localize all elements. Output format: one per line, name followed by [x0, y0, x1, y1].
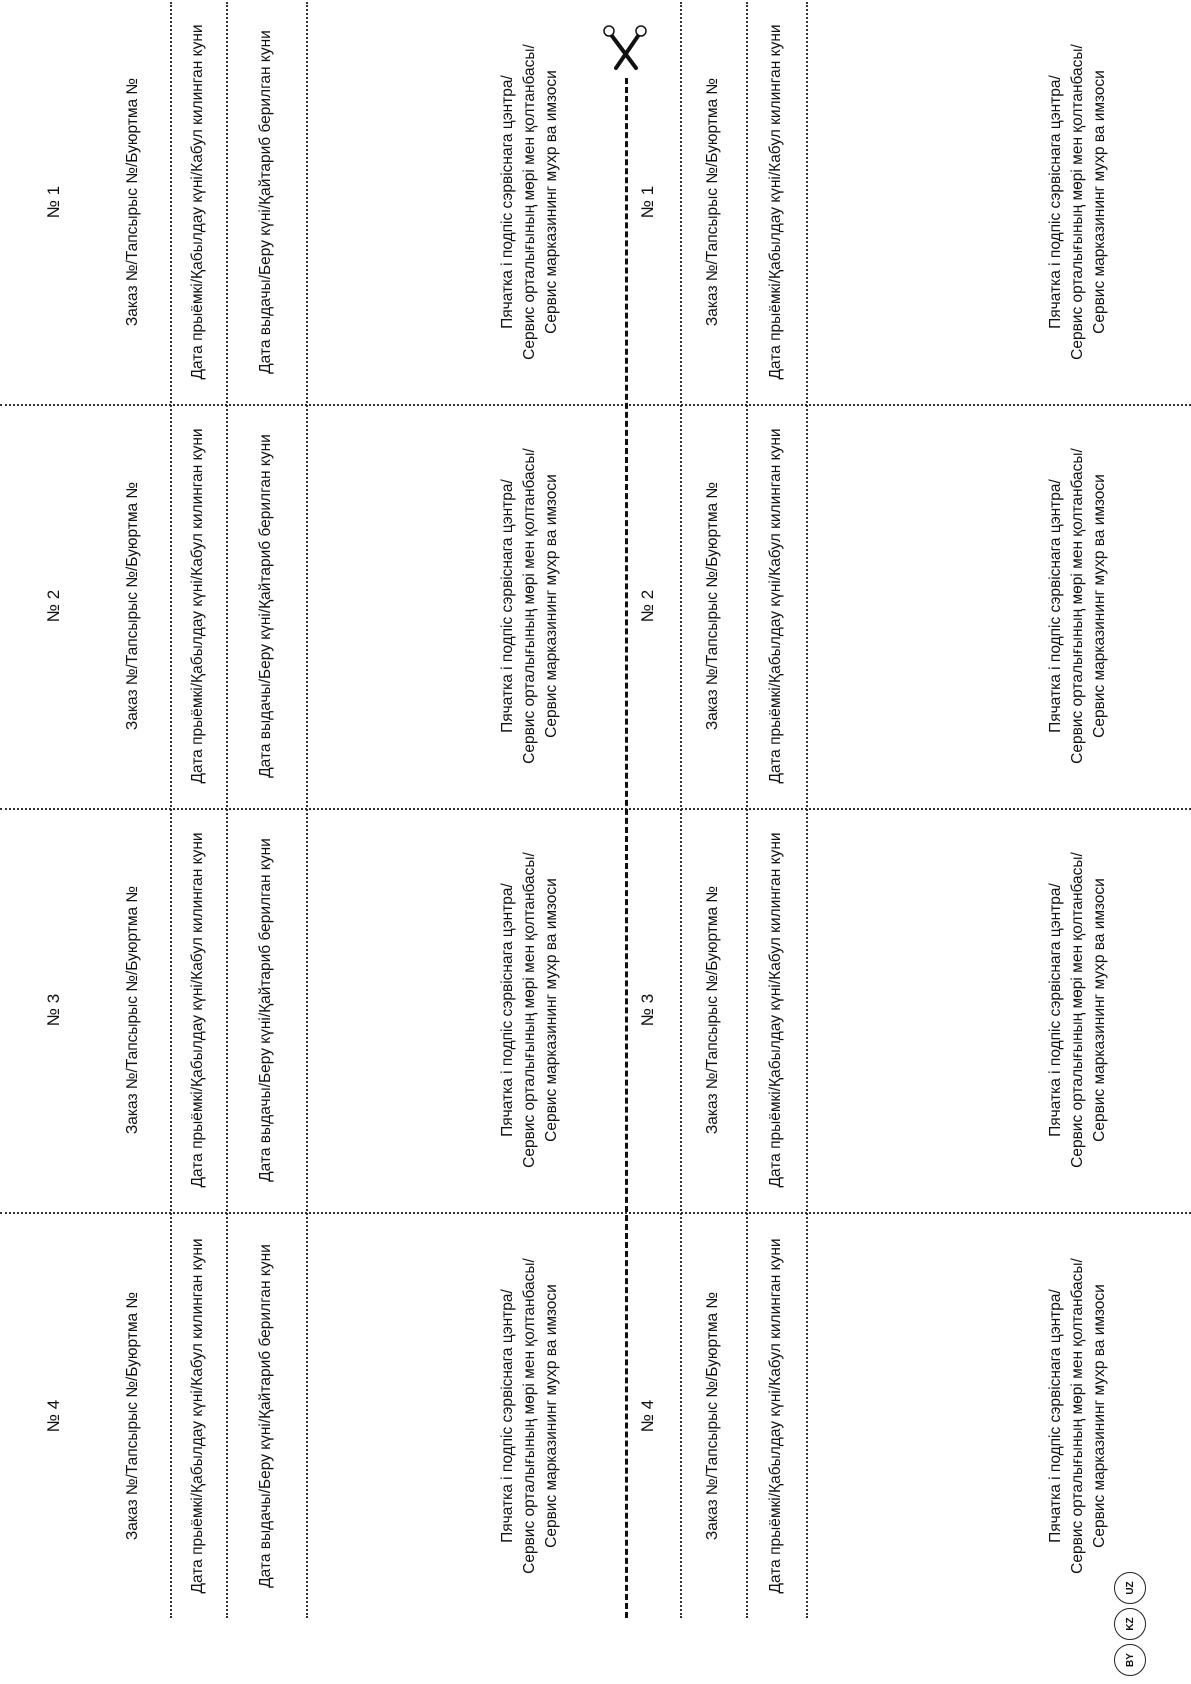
stamp-line-3: Сервис марказининг мухр ва имзоси	[543, 1284, 560, 1548]
stamp-line-2: Сервис орталығының мөрі мен қолтанбасы/	[521, 852, 538, 1168]
stamp-signature-label	[480, 0, 580, 404]
stamp-line-1: Пячатка і подпіс сэрвіснага цэнтра/	[499, 883, 516, 1137]
stamp-line-2: Сервис орталығының мөрі мен қолтанбасы/	[1069, 852, 1086, 1168]
coupon-column-2	[0, 404, 1191, 810]
stub-stamp-signature-label	[1030, 1214, 1126, 1618]
stub-number: № 3	[638, 993, 657, 1027]
date-issued-label: Дата выдачы/Беру күні/Қайтариб берилган куни	[257, 434, 274, 778]
stub-number: № 2	[638, 589, 657, 623]
coupon-number: № 4	[44, 1399, 63, 1433]
language-badge-by: BY	[1114, 1644, 1146, 1676]
stub-number: № 1	[638, 185, 657, 219]
stub-order-number-label: Заказ №/Тапсырыс №/Буюртма №	[704, 885, 721, 1135]
stub-order-number-label: Заказ №/Тапсырыс №/Буюртма №	[704, 481, 721, 731]
date-received-label: Дата прыёмкі/Қабылдау күні/Кабул килинган куни	[189, 24, 206, 380]
stamp-line-1: Пячатка і подпіс сэрвіснага цэнтра/	[1047, 883, 1064, 1137]
stub-date-received-label: Дата прыёмкі/Қабылдау күні/Кабул килинган куни	[767, 428, 784, 784]
order-number-label: Заказ №/Тапсырыс №/Буюртма №	[124, 885, 141, 1135]
stamp-line-1: Пячатка і подпіс сэрвіснага цэнтра/	[499, 479, 516, 733]
date-issued-label: Дата выдачы/Беру күні/Қайтариб берилган куни	[257, 838, 274, 1182]
stamp-line-3: Сервис марказининг мухр ва имзоси	[543, 70, 560, 334]
stamp-line-2: Сервис орталығының мөрі мен қолтанбасы/	[521, 44, 538, 360]
language-badge-uz: UZ	[1114, 1572, 1146, 1604]
order-number-label: Заказ №/Тапсырыс №/Буюртма №	[124, 77, 141, 327]
stub-date-received-label: Дата прыёмкі/Қабылдау күні/Кабул килинган куни	[767, 24, 784, 380]
stamp-line-3: Сервис марказининг мухр ва имзоси	[543, 878, 560, 1142]
coupon-column-1	[0, 0, 1191, 406]
stamp-line-2: Сервис орталығының мөрі мен қолтанбасы/	[1069, 1258, 1086, 1574]
coupon-number: № 1	[44, 185, 63, 219]
stub-order-number-label: Заказ №/Тапсырыс №/Буюртма №	[704, 1291, 721, 1541]
date-received-label: Дата прыёмкі/Қабылдау күні/Кабул килинган куни	[189, 428, 206, 784]
coupon-column-3	[0, 808, 1191, 1214]
date-issued-label: Дата выдачы/Беру күні/Қайтариб берилган куни	[257, 30, 274, 374]
stamp-line-2: Сервис орталығының мөрі мен қолтанбасы/	[1069, 44, 1086, 360]
language-badge-kz: KZ	[1114, 1608, 1146, 1640]
coupon-number: № 3	[44, 993, 63, 1027]
stamp-signature-label	[480, 808, 580, 1212]
stamp-line-3: Сервис марказининг мухр ва имзоси	[1091, 70, 1108, 334]
stub-stamp-signature-label	[1030, 0, 1126, 404]
stub-stamp-signature-label	[1030, 404, 1126, 808]
scissors-icon	[602, 24, 648, 72]
stamp-signature-label	[480, 1214, 580, 1618]
stub-stamp-signature-label	[1030, 808, 1126, 1212]
date-received-label: Дата прыёмкі/Қабылдау күні/Кабул килинган куни	[189, 1238, 206, 1594]
stub-number: № 4	[638, 1399, 657, 1433]
order-number-label: Заказ №/Тапсырыс №/Буюртма №	[124, 1291, 141, 1541]
date-issued-label: Дата выдачы/Беру күні/Қайтариб берилган куни	[257, 1244, 274, 1588]
stub-order-number-label: Заказ №/Тапсырыс №/Буюртма №	[704, 77, 721, 327]
stamp-line-1: Пячатка і подпіс сэрвіснага цэнтра/	[1047, 479, 1064, 733]
stamp-line-1: Пячатка і подпіс сэрвіснага цэнтра/	[1047, 1289, 1064, 1543]
coupon-number: № 2	[44, 589, 63, 623]
language-badges	[1110, 1566, 1150, 1676]
stub-date-received-label: Дата прыёмкі/Қабылдау күні/Кабул килинган куни	[767, 1238, 784, 1594]
stamp-line-2: Сервис орталығының мөрі мен қолтанбасы/	[521, 1258, 538, 1574]
order-number-label: Заказ №/Тапсырыс №/Буюртма №	[124, 481, 141, 731]
stamp-line-1: Пячатка і подпіс сэрвіснага цэнтра/	[499, 1289, 516, 1543]
stamp-line-3: Сервис марказининг мухр ва имзоси	[1091, 878, 1108, 1142]
stamp-line-3: Сервис марказининг мухр ва имзоси	[1091, 474, 1108, 738]
date-received-label: Дата прыёмкі/Қабылдау күні/Кабул килинган куни	[189, 832, 206, 1188]
cut-line	[625, 78, 628, 1618]
stamp-line-2: Сервис орталығының мөрі мен қолтанбасы/	[521, 448, 538, 764]
stamp-line-2: Сервис орталығының мөрі мен қолтанбасы/	[1069, 448, 1086, 764]
stamp-line-1: Пячатка і подпіс сэрвіснага цэнтра/	[499, 75, 516, 329]
stub-date-received-label: Дата прыёмкі/Қабылдау күні/Кабул килинган куни	[767, 832, 784, 1188]
stamp-line-1: Пячатка і подпіс сэрвіснага цэнтра/	[1047, 75, 1064, 329]
stamp-line-3: Сервис марказининг мухр ва имзоси	[543, 474, 560, 738]
stamp-signature-label	[480, 404, 580, 808]
coupon-column-4	[0, 1214, 1191, 1618]
stamp-line-3: Сервис марказининг мухр ва имзоси	[1091, 1284, 1108, 1548]
